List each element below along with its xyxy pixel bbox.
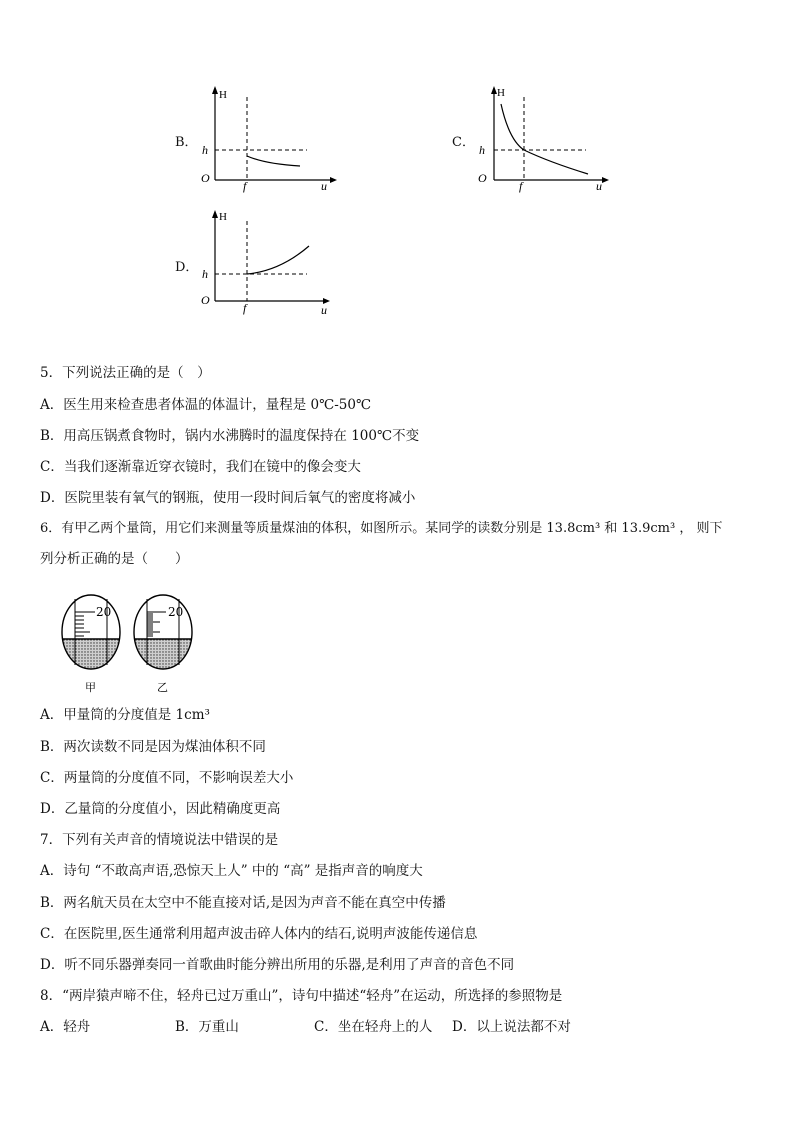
graph-d-option-label: D．	[175, 260, 199, 275]
graph-c-u-label: u	[596, 179, 602, 193]
q5-stem: 5．下列说法正确的是（ ）	[40, 365, 211, 381]
q6-figure-cylinders	[60, 594, 210, 696]
q6-scale-label-b: 20	[168, 605, 184, 619]
graph-b-u-label: u	[321, 179, 327, 193]
q7-option-a: A．诗句 “不敢高声语,恐惊天上人” 中的 “高” 是指声音的响度大	[40, 863, 423, 879]
q5-option-d: D．医院里装有氧气的钢瓶，使用一段时间后氧气的密度将减小	[40, 490, 416, 506]
graph-c	[474, 82, 619, 197]
graph-b-option-label: B．	[175, 135, 198, 150]
graph-d-origin-label: O	[201, 293, 210, 307]
q8-option-a: A．轻舟	[40, 1019, 91, 1035]
q7-option-b: B．两名航天员在太空中不能直接对话,是因为声音不能在真空中传播	[40, 895, 446, 911]
graph-d-y-axis-label: H	[219, 211, 227, 223]
q5-option-c: C．当我们逐渐靠近穿衣镜时，我们在镜中的像会变大	[40, 459, 361, 475]
q8-option-d: D．以上说法都不对	[452, 1019, 571, 1035]
q5-option-a: A．医生用来检查患者体温的体温计，量程是 0℃-50℃	[40, 397, 372, 413]
graph-b-f-label: f	[243, 179, 247, 193]
q8-stem: 8．“两岸猿声啼不住，轻舟已过万重山”，诗句中描述“轻舟”在运动，所选择的参照物是	[40, 988, 563, 1004]
q6-option-c: C．两量筒的分度值不同，不影响误差大小	[40, 770, 294, 786]
q7-option-c: C．在医院里,医生通常利用超声波击碎人体内的结石,说明声波能传递信息	[40, 926, 478, 942]
q5-option-b: B．用高压锅煮食物时，锅内水沸腾时的温度保持在 100℃不变	[40, 428, 420, 444]
q6-stem-line1: 6．有甲乙两个量筒，用它们来测量等质量煤油的体积，如图所示。某同学的读数分别是 13.8cm³ 和 13.9cm³ ， 则下	[40, 521, 723, 536]
q7-option-d: D．听不同乐器弹奏同一首歌曲时能分辨出所用的乐器,是利用了声音的音色不同	[40, 957, 515, 973]
graph-b-origin-label: O	[201, 171, 210, 185]
graph-c-option-label: C．	[452, 135, 475, 150]
q6-option-a: A．甲量筒的分度值是 1cm³	[40, 707, 210, 723]
q8-option-b: B．万重山	[175, 1019, 239, 1035]
graph-d-u-label: u	[321, 303, 327, 317]
graph-d	[195, 206, 340, 321]
graph-c-origin-label: O	[478, 171, 487, 185]
graph-c-f-label: f	[519, 179, 523, 193]
graph-b-y-axis-label: H	[219, 89, 227, 101]
q6-option-b: B．两次读数不同是因为煤油体积不同	[40, 739, 266, 755]
graph-c-y-axis-label: H	[497, 87, 505, 99]
graph-b	[195, 82, 340, 197]
q8-option-c: C．坐在轻舟上的人	[314, 1019, 433, 1035]
q6-label-yi: 乙	[157, 681, 168, 694]
q7-stem: 7．下列有关声音的情境说法中错误的是	[40, 832, 279, 848]
q6-label-jia: 甲	[85, 681, 96, 694]
q6-option-d: D．乙量筒的分度值小，因此精确度更高	[40, 801, 281, 817]
q6-stem-line2: 列分析正确的是（ ）	[40, 551, 189, 567]
graph-d-h-label: h	[202, 267, 208, 281]
graph-d-f-label: f	[243, 301, 247, 315]
q6-scale-label-a: 20	[96, 605, 112, 619]
graph-c-h-label: h	[479, 143, 485, 157]
graph-b-h-label: h	[202, 143, 208, 157]
